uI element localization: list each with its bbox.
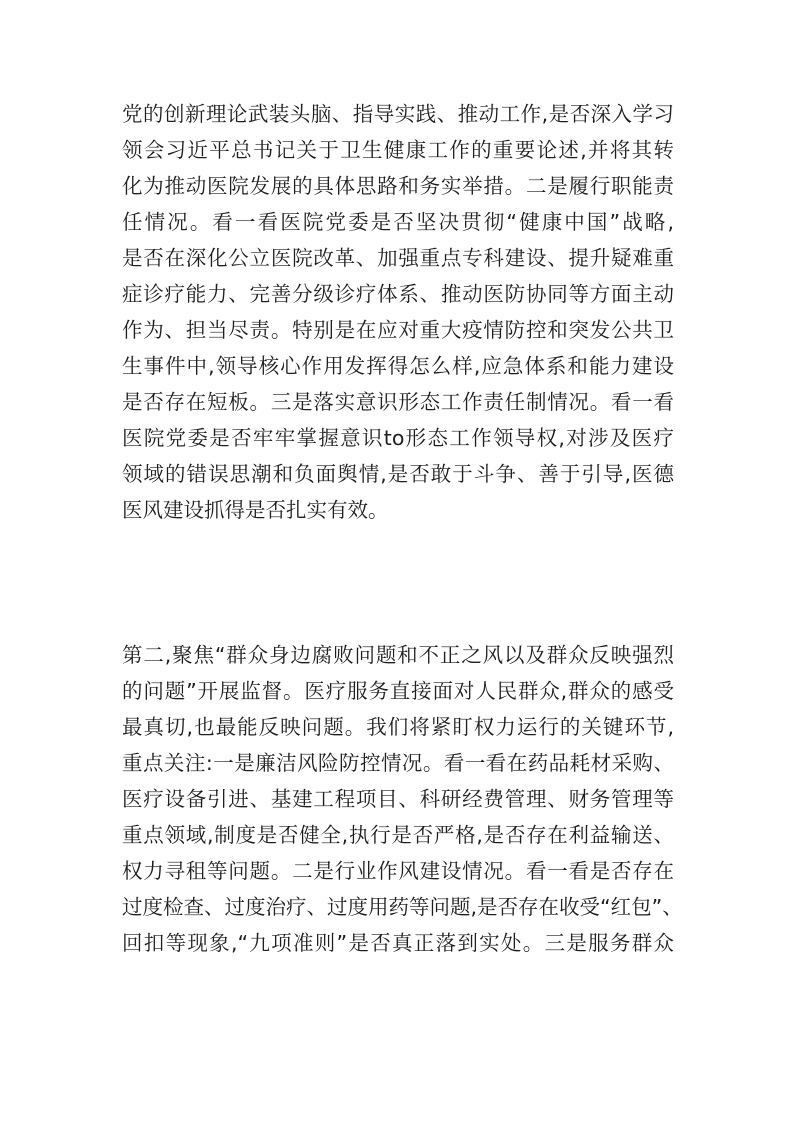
text-line: 医疗设备引进、基建工程项目、科研经费管理、财务管理等 (122, 787, 674, 811)
text-line: 是否存在短板。三是落实意识形态工作责任制情况。看一看 (122, 390, 674, 414)
text-line: 过度检查、过度治疗、过度用药等问题,是否存在收受“红包”、 (122, 895, 683, 919)
paragraph-1 (122, 96, 674, 528)
paragraph-2 (122, 637, 683, 961)
text-line: 第二,聚焦“群众身边腐败问题和不正之风以及群众反映强烈 (122, 643, 674, 667)
text-line: 权力寻租等问题。二是行业作风建设情况。看一看是否存在 (122, 859, 674, 883)
text-line: 党的创新理论武装头脑、指导实践、推动工作,是否深入学习 (122, 102, 674, 126)
text-line: 重点关注:一是廉洁风险防控情况。看一看在药品耗材采购、 (122, 751, 674, 775)
text-line: 生事件中,领导核心作用发挥得怎么样,应急体系和能力建设 (122, 354, 674, 378)
text-line: 最真切,也最能反映问题。我们将紧盯权力运行的关键环节, (122, 715, 674, 739)
text-line: 领会习近平总书记关于卫生健康工作的重要论述,并将其转 (122, 138, 674, 162)
text-line: 症诊疗能力、完善分级诊疗体系、推动医防协同等方面主动 (122, 282, 674, 306)
text-line: 领域的错误思潮和负面舆情,是否敢于斗争、善于引导,医德 (122, 462, 674, 486)
text-line: 作为、担当尽责。特别是在应对重大疫情防控和突发公共卫 (122, 318, 674, 342)
text-line: 重点领域,制度是否健全,执行是否严格,是否存在利益输送、 (122, 823, 674, 847)
text-line: 的问题”开展监督。医疗服务直接面对人民群众,群众的感受 (122, 679, 674, 703)
text-line: 医风建设抓得是否扎实有效。 (122, 498, 389, 522)
text-line: 医院党委是否牢牢掌握意识to形态工作领导权,对涉及医疗 (122, 426, 674, 450)
text-line: 回扣等现象,“九项准则”是否真正落到实处。三是服务群众 (122, 931, 674, 955)
text-line: 是否在深化公立医院改革、加强重点专科建设、提升疑难重 (122, 246, 674, 270)
text-line: 任情况。看一看医院党委是否坚决贯彻“健康中国”战略, (122, 210, 674, 234)
text-line: 化为推动医院发展的具体思路和务实举措。二是履行职能责 (122, 174, 674, 198)
